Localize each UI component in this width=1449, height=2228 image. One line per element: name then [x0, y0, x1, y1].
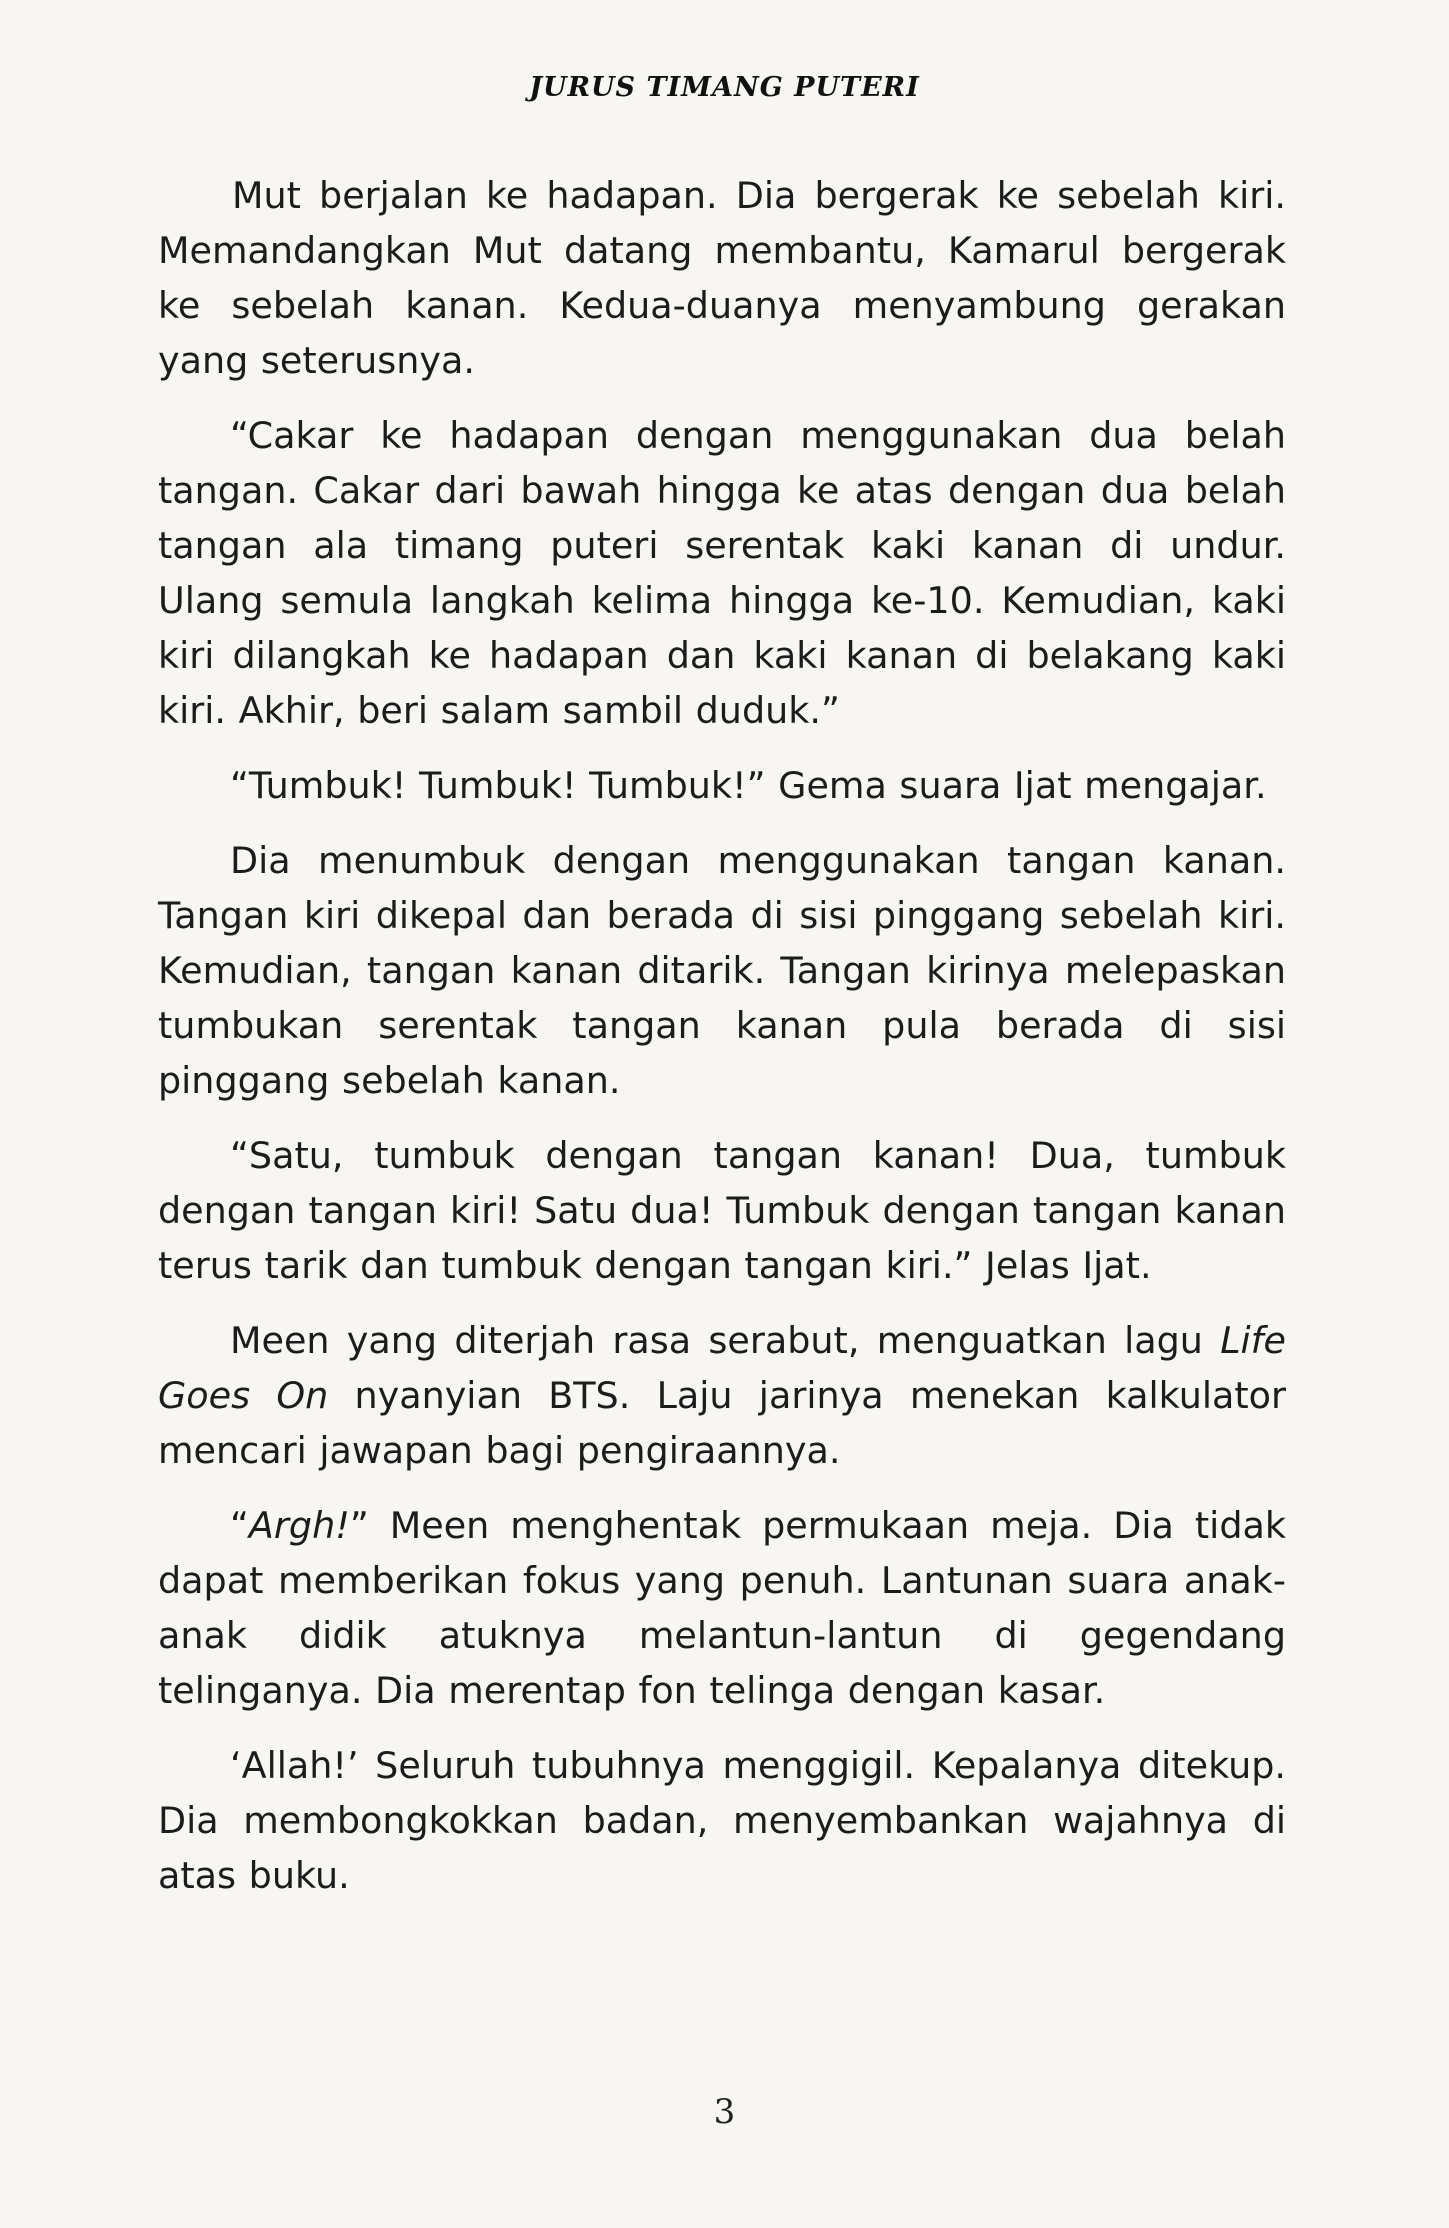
body-text	[158, 168, 1286, 1923]
paragraph: “Tumbuk! Tumbuk! Tumbuk!” Gema suara Ijat mengajar.	[230, 764, 1267, 807]
paragraph-song	[158, 1313, 1286, 1478]
page-number: 3	[713, 2092, 736, 2132]
open-quote: “	[230, 1504, 249, 1547]
song-text-after: nyanyian BTS. Laju jarinya menekan kalkulator mencari jawapan bagi pengiraannya.	[158, 1374, 1286, 1472]
paragraph: “Cakar ke hadapan dengan menggunakan dua belah tangan. Cakar dari bawah hingga ke atas dengan dua belah tangan ala timang puteri serentak kaki kanan di undur. Ulang semula langkah kelima hingga ke-10. Kemudian, kaki kiri dilangkah ke hadapan dan kaki kanan di belakang kaki kiri. Akhir, beri salam sambil duduk.”	[158, 414, 1286, 732]
paragraph-argh	[158, 1498, 1286, 1718]
argh-text-after: ” Meen menghentak permukaan meja. Dia tidak dapat memberikan fokus yang penuh. Lantunan suara anak-anak didik atuknya melantun-lantun di gegendang telinganya. Dia merentap fon telinga dengan kasar.	[158, 1504, 1286, 1712]
song-text-before: Meen yang diterjah rasa serabut, menguatkan lagu	[230, 1319, 1221, 1362]
paragraph: Mut berjalan ke hadapan. Dia bergerak ke sebelah kiri. Memandangkan Mut datang membantu, Kamarul bergerak ke sebelah kanan. Kedua-duanya menyambung gerakan yang seterusnya.	[158, 174, 1286, 382]
song-title: Life Goes On	[158, 1319, 1286, 1417]
running-header: JURUS TIMANG PUTERI	[529, 72, 920, 103]
paragraph: ‘Allah!’ Seluruh tubuhnya menggigil. Kepalanya ditekup. Dia membongkokkan badan, menyembankan wajahnya di atas buku.	[158, 1744, 1286, 1897]
argh-exclamation: Argh!	[248, 1504, 350, 1547]
paragraph: “Satu, tumbuk dengan tangan kanan! Dua, tumbuk dengan tangan kiri! Satu dua! Tumbuk dengan tangan kanan terus tarik dan tumbuk dengan tangan kiri.” Jelas Ijat.	[158, 1134, 1286, 1287]
paragraph: Dia menumbuk dengan menggunakan tangan kanan. Tangan kiri dikepal dan berada di sisi pinggang sebelah kiri. Kemudian, tangan kanan ditarik. Tangan kirinya melepaskan tumbukan serentak tangan kanan pula berada di sisi pinggang sebelah kanan.	[158, 839, 1286, 1102]
